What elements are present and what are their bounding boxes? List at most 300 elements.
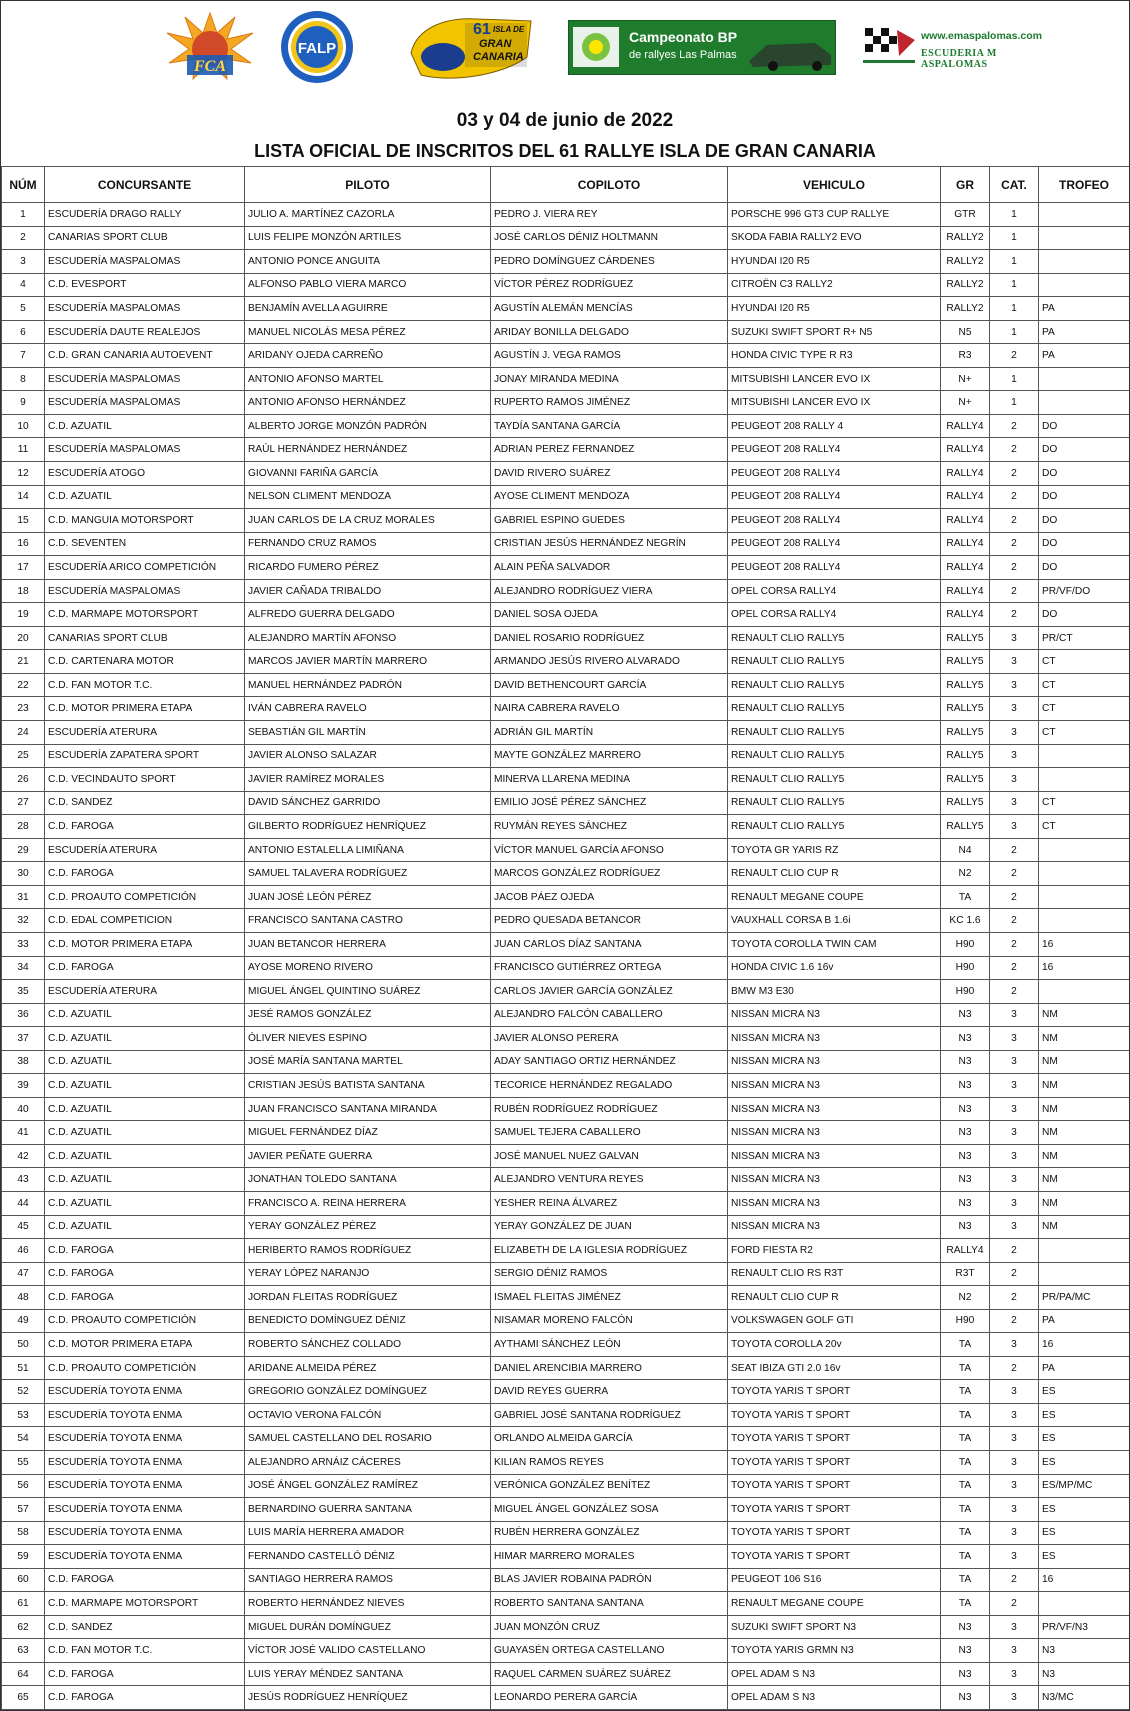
cell-gr: RALLY5 <box>941 815 990 839</box>
cell-vehiculo: TOYOTA YARIS T SPORT <box>728 1474 941 1498</box>
table-row <box>2 1215 1130 1239</box>
cell-concursante: C.D. PROAUTO COMPETICIÓN <box>45 1309 245 1333</box>
cell-trofeo: PR/VF/N3 <box>1039 1615 1130 1639</box>
cell-vehiculo: PEUGEOT 106 S16 <box>728 1568 941 1592</box>
table-row <box>2 744 1130 768</box>
cell-trofeo: ES <box>1039 1380 1130 1404</box>
cell-concursante: C.D. FAROGA <box>45 1568 245 1592</box>
cell-vehiculo: RENAULT CLIO RALLY5 <box>728 650 941 674</box>
cell-concursante: C.D. MARMAPE MOTORSPORT <box>45 603 245 627</box>
cell-copiloto: GABRIEL ESPINO GUEDES <box>491 509 728 533</box>
cell-copiloto: DAVID REYES GUERRA <box>491 1380 728 1404</box>
table-row <box>2 203 1130 227</box>
cell-cat: 2 <box>990 462 1039 486</box>
cell-copiloto: ISMAEL FLEITAS JIMÉNEZ <box>491 1286 728 1310</box>
cell-gr: RALLY4 <box>941 485 990 509</box>
cell-trofeo: N3 <box>1039 1639 1130 1663</box>
cell-piloto: DAVID SÁNCHEZ GARRIDO <box>245 791 491 815</box>
cell-trofeo: N3/MC <box>1039 1686 1130 1710</box>
cell-gr: N3 <box>941 1615 990 1639</box>
cell-cat: 1 <box>990 250 1039 274</box>
cell-gr: RALLY4 <box>941 532 990 556</box>
table-row <box>2 273 1130 297</box>
cell-piloto: ALEJANDRO MARTÍN AFONSO <box>245 626 491 650</box>
cell-trofeo <box>1039 250 1130 274</box>
cell-cat: 2 <box>990 556 1039 580</box>
cell-piloto: ANTONIO AFONSO HERNÁNDEZ <box>245 391 491 415</box>
cell-copiloto: JACOB PÁEZ OJEDA <box>491 885 728 909</box>
table-row <box>2 626 1130 650</box>
cell-trofeo: 16 <box>1039 932 1130 956</box>
cell-copiloto: MIGUEL ÁNGEL GONZÁLEZ SOSA <box>491 1498 728 1522</box>
cell-piloto: JAVIER CAÑADA TRIBALDO <box>245 579 491 603</box>
cell-concursante: ESCUDERÍA TOYOTA ENMA <box>45 1403 245 1427</box>
cell-copiloto: ARIDAY BONILLA DELGADO <box>491 320 728 344</box>
cell-num: 40 <box>2 1097 45 1121</box>
cell-num: 27 <box>2 791 45 815</box>
cell-num: 7 <box>2 344 45 368</box>
table-row <box>2 815 1130 839</box>
cell-concursante: C.D. AZUATIL <box>45 1027 245 1051</box>
cell-copiloto: BLAS JAVIER ROBAINA PADRÓN <box>491 1568 728 1592</box>
col-header-concursante: CONCURSANTE <box>45 167 245 203</box>
cell-vehiculo: CITROËN C3 RALLY2 <box>728 273 941 297</box>
cell-num: 21 <box>2 650 45 674</box>
cell-vehiculo: NISSAN MICRA N3 <box>728 1215 941 1239</box>
cell-piloto: BENEDICTO DOMÍNGUEZ DÉNIZ <box>245 1309 491 1333</box>
cell-gr: N3 <box>941 1662 990 1686</box>
cell-cat: 2 <box>990 1568 1039 1592</box>
cell-cat: 2 <box>990 603 1039 627</box>
cell-num: 23 <box>2 697 45 721</box>
cell-gr: KC 1.6 <box>941 909 990 933</box>
cell-num: 22 <box>2 673 45 697</box>
cell-gr: TA <box>941 1450 990 1474</box>
cell-copiloto: PEDRO DOMÍNGUEZ CÁRDENES <box>491 250 728 274</box>
cell-gr: N4 <box>941 838 990 862</box>
cell-cat: 3 <box>990 697 1039 721</box>
table-row <box>2 673 1130 697</box>
table-row <box>2 603 1130 627</box>
cell-num: 25 <box>2 744 45 768</box>
cell-trofeo: ES <box>1039 1427 1130 1451</box>
cell-cat: 3 <box>990 1615 1039 1639</box>
cell-num: 46 <box>2 1239 45 1263</box>
cell-piloto: FRANCISCO A. REINA HERRERA <box>245 1191 491 1215</box>
cell-copiloto: EMILIO JOSÉ PÉREZ SÁNCHEZ <box>491 791 728 815</box>
cell-trofeo <box>1039 203 1130 227</box>
cell-trofeo: NM <box>1039 1215 1130 1239</box>
cell-gr: TA <box>941 1403 990 1427</box>
cell-num: 36 <box>2 1003 45 1027</box>
cell-concursante: C.D. MANGUIA MOTORSPORT <box>45 509 245 533</box>
table-row <box>2 1121 1130 1145</box>
cell-piloto: ROBERTO SÁNCHEZ COLLADO <box>245 1333 491 1357</box>
cell-trofeo: NM <box>1039 1144 1130 1168</box>
cell-piloto: ALFREDO GUERRA DELGADO <box>245 603 491 627</box>
cell-gr: TA <box>941 1592 990 1616</box>
cell-cat: 1 <box>990 273 1039 297</box>
cell-num: 65 <box>2 1686 45 1710</box>
svg-text:FALP: FALP <box>297 40 337 57</box>
cell-concursante: C.D. FAROGA <box>45 815 245 839</box>
cell-concursante: C.D. AZUATIL <box>45 414 245 438</box>
cell-concursante: C.D. AZUATIL <box>45 485 245 509</box>
cell-concursante: ESCUDERÍA ATERURA <box>45 838 245 862</box>
table-row <box>2 862 1130 886</box>
table-row <box>2 438 1130 462</box>
cell-piloto: ANTONIO AFONSO MARTEL <box>245 367 491 391</box>
cell-vehiculo: OPEL CORSA RALLY4 <box>728 579 941 603</box>
cell-gr: RALLY4 <box>941 579 990 603</box>
cell-concursante: C.D. VECINDAUTO SPORT <box>45 768 245 792</box>
cell-concursante: ESCUDERÍA DRAGO RALLY <box>45 203 245 227</box>
cell-num: 39 <box>2 1074 45 1098</box>
cell-vehiculo: TOYOTA COROLLA 20v <box>728 1333 941 1357</box>
col-header-copiloto: COPILOTO <box>491 167 728 203</box>
rally-61-line2: GRAN <box>479 38 512 50</box>
col-header-cat: CAT. <box>990 167 1039 203</box>
cell-cat: 3 <box>990 1545 1039 1569</box>
cell-concursante: C.D. FAROGA <box>45 1262 245 1286</box>
cell-vehiculo: TOYOTA YARIS T SPORT <box>728 1450 941 1474</box>
cell-vehiculo: NISSAN MICRA N3 <box>728 1121 941 1145</box>
cell-trofeo: DO <box>1039 556 1130 580</box>
cell-trofeo: NM <box>1039 1027 1130 1051</box>
cell-vehiculo: TOYOTA YARIS T SPORT <box>728 1427 941 1451</box>
cell-copiloto: FRANCISCO GUTIÉRREZ ORTEGA <box>491 956 728 980</box>
cell-vehiculo: FORD FIESTA R2 <box>728 1239 941 1263</box>
cell-vehiculo: HONDA CIVIC 1.6 16v <box>728 956 941 980</box>
table-row <box>2 1545 1130 1569</box>
cell-cat: 2 <box>990 1239 1039 1263</box>
cell-num: 52 <box>2 1380 45 1404</box>
cell-num: 30 <box>2 862 45 886</box>
cell-cat: 2 <box>990 980 1039 1004</box>
cell-num: 8 <box>2 367 45 391</box>
cell-cat: 3 <box>990 815 1039 839</box>
cell-copiloto: RUBÉN HERRERA GONZÁLEZ <box>491 1521 728 1545</box>
cell-cat: 2 <box>990 885 1039 909</box>
cell-num: 60 <box>2 1568 45 1592</box>
cell-gr: RALLY5 <box>941 626 990 650</box>
cell-gr: RALLY2 <box>941 226 990 250</box>
cell-vehiculo: RENAULT CLIO RALLY5 <box>728 673 941 697</box>
cell-piloto: VÍCTOR JOSÉ VALIDO CASTELLANO <box>245 1639 491 1663</box>
cell-concursante: ESCUDERÍA TOYOTA ENMA <box>45 1521 245 1545</box>
col-header-vehiculo: VEHICULO <box>728 167 941 203</box>
cell-cat: 3 <box>990 721 1039 745</box>
cell-trofeo: PR/PA/MC <box>1039 1286 1130 1310</box>
cell-copiloto: KILIAN RAMOS REYES <box>491 1450 728 1474</box>
cell-piloto: LUIS MARÍA HERRERA AMADOR <box>245 1521 491 1545</box>
cell-vehiculo: RENAULT MEGANE COUPE <box>728 1592 941 1616</box>
cell-concursante: C.D. CARTENARA MOTOR <box>45 650 245 674</box>
table-row <box>2 1686 1130 1710</box>
table-row <box>2 697 1130 721</box>
cell-num: 32 <box>2 909 45 933</box>
cell-num: 31 <box>2 885 45 909</box>
cell-cat: 2 <box>990 862 1039 886</box>
cell-piloto: SAMUEL TALAVERA RODRÍGUEZ <box>245 862 491 886</box>
cell-trofeo: CT <box>1039 650 1130 674</box>
cell-copiloto: RUPERTO RAMOS JIMÉNEZ <box>491 391 728 415</box>
cell-trofeo: PA <box>1039 297 1130 321</box>
cell-gr: N3 <box>941 1686 990 1710</box>
cell-trofeo <box>1039 768 1130 792</box>
cell-piloto: SANTIAGO HERRERA RAMOS <box>245 1568 491 1592</box>
cell-gr: N2 <box>941 1286 990 1310</box>
table-row <box>2 1521 1130 1545</box>
table-row <box>2 1450 1130 1474</box>
cell-piloto: ROBERTO HERNÁNDEZ NIEVES <box>245 1592 491 1616</box>
cell-concursante: C.D. AZUATIL <box>45 1121 245 1145</box>
cell-concursante: C.D. MOTOR PRIMERA ETAPA <box>45 1333 245 1357</box>
cell-gr: N3 <box>941 1121 990 1145</box>
cell-piloto: JAVIER PEÑATE GUERRA <box>245 1144 491 1168</box>
cell-gr: RALLY5 <box>941 673 990 697</box>
cell-vehiculo: RENAULT CLIO RALLY5 <box>728 744 941 768</box>
cell-vehiculo: RENAULT CLIO RALLY5 <box>728 791 941 815</box>
cell-vehiculo: PORSCHE 996 GT3 CUP RALLYE <box>728 203 941 227</box>
cell-vehiculo: OPEL ADAM S N3 <box>728 1686 941 1710</box>
cell-cat: 3 <box>990 1215 1039 1239</box>
cell-cat: 2 <box>990 344 1039 368</box>
cell-piloto: JUAN CARLOS DE LA CRUZ MORALES <box>245 509 491 533</box>
cell-gr: TA <box>941 1498 990 1522</box>
cell-copiloto: SERGIO DÉNIZ RAMOS <box>491 1262 728 1286</box>
col-header-gr: GR <box>941 167 990 203</box>
cell-vehiculo: VOLKSWAGEN GOLF GTI <box>728 1309 941 1333</box>
table-row <box>2 1239 1130 1263</box>
cell-num: 49 <box>2 1309 45 1333</box>
table-row <box>2 980 1130 1004</box>
cell-gr: RALLY4 <box>941 556 990 580</box>
cell-gr: TA <box>941 1521 990 1545</box>
cell-copiloto: JOSÉ MANUEL NUEZ GALVAN <box>491 1144 728 1168</box>
cell-cat: 2 <box>990 438 1039 462</box>
cell-gr: GTR <box>941 203 990 227</box>
cell-concursante: C.D. FAN MOTOR T.C. <box>45 673 245 697</box>
cell-trofeo: NM <box>1039 1121 1130 1145</box>
cell-piloto: GILBERTO RODRÍGUEZ HENRÍQUEZ <box>245 815 491 839</box>
cell-concursante: C.D. FAROGA <box>45 1239 245 1263</box>
table-row <box>2 556 1130 580</box>
cell-gr: RALLY2 <box>941 273 990 297</box>
cell-cat: 3 <box>990 1686 1039 1710</box>
table-row <box>2 909 1130 933</box>
cell-vehiculo: OPEL ADAM S N3 <box>728 1662 941 1686</box>
cell-num: 26 <box>2 768 45 792</box>
table-row <box>2 1097 1130 1121</box>
cell-cat: 3 <box>990 744 1039 768</box>
cell-cat: 3 <box>990 1333 1039 1357</box>
cell-copiloto: LEONARDO PERERA GARCÍA <box>491 1686 728 1710</box>
cell-cat: 3 <box>990 1144 1039 1168</box>
escuderia-name: ESCUDERIA M ASPALOMAS <box>921 48 997 70</box>
cell-gr: N3 <box>941 1144 990 1168</box>
cell-trofeo: ES <box>1039 1498 1130 1522</box>
cell-trofeo: PA <box>1039 320 1130 344</box>
cell-gr: H90 <box>941 956 990 980</box>
cell-vehiculo: RENAULT CLIO RALLY5 <box>728 626 941 650</box>
cell-num: 3 <box>2 250 45 274</box>
cell-num: 42 <box>2 1144 45 1168</box>
cell-vehiculo: OPEL CORSA RALLY4 <box>728 603 941 627</box>
cell-copiloto: AGUSTÍN J. VEGA RAMOS <box>491 344 728 368</box>
cell-piloto: JAVIER RAMÍREZ MORALES <box>245 768 491 792</box>
cell-num: 11 <box>2 438 45 462</box>
cell-copiloto: TECORICE HERNÁNDEZ REGALADO <box>491 1074 728 1098</box>
bp-subtitle: de rallyes Las Palmas <box>629 49 737 61</box>
escuderia-url: www.emaspalomas.com <box>921 30 1042 42</box>
cell-concursante: C.D. PROAUTO COMPETICIÓN <box>45 1356 245 1380</box>
cell-concursante: ESCUDERÍA MASPALOMAS <box>45 438 245 462</box>
cell-piloto: ANTONIO PONCE ANGUITA <box>245 250 491 274</box>
falp-logo <box>275 9 359 85</box>
cell-trofeo: ES <box>1039 1403 1130 1427</box>
cell-trofeo: PR/CT <box>1039 626 1130 650</box>
cell-num: 9 <box>2 391 45 415</box>
cell-copiloto: PEDRO QUESADA BETANCOR <box>491 909 728 933</box>
table-row <box>2 1356 1130 1380</box>
cell-copiloto: ELIZABETH DE LA IGLESIA RODRÍGUEZ <box>491 1239 728 1263</box>
cell-concursante: C.D. AZUATIL <box>45 1144 245 1168</box>
cell-piloto: RICARDO FUMERO PÉREZ <box>245 556 491 580</box>
cell-vehiculo: RENAULT CLIO RALLY5 <box>728 697 941 721</box>
fca-logo <box>165 11 255 81</box>
cell-trofeo <box>1039 885 1130 909</box>
cell-concursante: C.D. PROAUTO COMPETICIÓN <box>45 885 245 909</box>
cell-num: 57 <box>2 1498 45 1522</box>
table-row <box>2 226 1130 250</box>
table-row <box>2 1003 1130 1027</box>
cell-num: 61 <box>2 1592 45 1616</box>
cell-concursante: C.D. SANDEZ <box>45 791 245 815</box>
cell-cat: 2 <box>990 1262 1039 1286</box>
table-row <box>2 485 1130 509</box>
cell-vehiculo: BMW M3 E30 <box>728 980 941 1004</box>
cell-piloto: JORDAN FLEITAS RODRÍGUEZ <box>245 1286 491 1310</box>
cell-trofeo: ES <box>1039 1521 1130 1545</box>
cell-piloto: AYOSE MORENO RIVERO <box>245 956 491 980</box>
cell-copiloto: ADRIÁN GIL MARTÍN <box>491 721 728 745</box>
cell-trofeo: NM <box>1039 1097 1130 1121</box>
cell-trofeo: CT <box>1039 721 1130 745</box>
cell-cat: 2 <box>990 838 1039 862</box>
cell-copiloto: MARCOS GONZÁLEZ RODRÍGUEZ <box>491 862 728 886</box>
table-row <box>2 1403 1130 1427</box>
cell-piloto: MARCOS JAVIER MARTÍN MARRERO <box>245 650 491 674</box>
bp-title: Campeonato BP <box>629 29 738 45</box>
cell-gr: RALLY2 <box>941 250 990 274</box>
cell-copiloto: GUAYASÉN ORTEGA CASTELLANO <box>491 1639 728 1663</box>
cell-trofeo <box>1039 1262 1130 1286</box>
cell-copiloto: ARMANDO JESÚS RIVERO ALVARADO <box>491 650 728 674</box>
cell-trofeo: DO <box>1039 509 1130 533</box>
cell-copiloto: AYTHAMI SÁNCHEZ LEÓN <box>491 1333 728 1357</box>
cell-vehiculo: TOYOTA YARIS T SPORT <box>728 1498 941 1522</box>
cell-copiloto: ALEJANDRO VENTURA REYES <box>491 1168 728 1192</box>
cell-concursante: C.D. FAROGA <box>45 862 245 886</box>
cell-vehiculo: PEUGEOT 208 RALLY4 <box>728 532 941 556</box>
cell-piloto: ANTONIO ESTALELLA LIMIÑANA <box>245 838 491 862</box>
cell-vehiculo: PEUGEOT 208 RALLY4 <box>728 556 941 580</box>
cell-vehiculo: TOYOTA YARIS T SPORT <box>728 1403 941 1427</box>
cell-cat: 3 <box>990 1450 1039 1474</box>
cell-copiloto: YESHER REINA ÁLVAREZ <box>491 1191 728 1215</box>
cell-copiloto: MINERVA LLARENA MEDINA <box>491 768 728 792</box>
cell-cat: 3 <box>990 1474 1039 1498</box>
cell-gr: N+ <box>941 391 990 415</box>
table-body <box>2 203 1130 1710</box>
cell-trofeo <box>1039 391 1130 415</box>
cell-trofeo <box>1039 744 1130 768</box>
cell-cat: 3 <box>990 1003 1039 1027</box>
cell-copiloto: JOSÉ CARLOS DÉNIZ HOLTMANN <box>491 226 728 250</box>
cell-num: 15 <box>2 509 45 533</box>
cell-copiloto: RUBÉN RODRÍGUEZ RODRÍGUEZ <box>491 1097 728 1121</box>
cell-piloto: JONATHAN TOLEDO SANTANA <box>245 1168 491 1192</box>
cell-cat: 1 <box>990 203 1039 227</box>
cell-piloto: JOSÉ MARÍA SANTANA MARTEL <box>245 1050 491 1074</box>
cell-num: 19 <box>2 603 45 627</box>
cell-concursante: C.D. MARMAPE MOTORSPORT <box>45 1592 245 1616</box>
cell-concursante: C.D. AZUATIL <box>45 1050 245 1074</box>
cell-gr: R3 <box>941 344 990 368</box>
cell-concursante: ESCUDERÍA TOYOTA ENMA <box>45 1474 245 1498</box>
cell-cat: 2 <box>990 414 1039 438</box>
sponsor-logos-bar <box>1 1 1129 96</box>
cell-vehiculo: NISSAN MICRA N3 <box>728 1050 941 1074</box>
cell-num: 47 <box>2 1262 45 1286</box>
cell-piloto: SAMUEL CASTELLANO DEL ROSARIO <box>245 1427 491 1451</box>
cell-num: 20 <box>2 626 45 650</box>
cell-piloto: FERNANDO CRUZ RAMOS <box>245 532 491 556</box>
cell-copiloto: ALEJANDRO RODRÍGUEZ VIERA <box>491 579 728 603</box>
cell-vehiculo: NISSAN MICRA N3 <box>728 1003 941 1027</box>
cell-num: 41 <box>2 1121 45 1145</box>
cell-piloto: OCTAVIO VERONA FALCÓN <box>245 1403 491 1427</box>
cell-trofeo: CT <box>1039 697 1130 721</box>
cell-vehiculo: NISSAN MICRA N3 <box>728 1168 941 1192</box>
cell-num: 14 <box>2 485 45 509</box>
cell-concursante: ESCUDERÍA ATERURA <box>45 721 245 745</box>
cell-piloto: YERAY LÓPEZ NARANJO <box>245 1262 491 1286</box>
cell-trofeo <box>1039 273 1130 297</box>
cell-concursante: C.D. GRAN CANARIA AUTOEVENT <box>45 344 245 368</box>
cell-vehiculo: MITSUBISHI LANCER EVO IX <box>728 367 941 391</box>
cell-vehiculo: RENAULT CLIO RALLY5 <box>728 768 941 792</box>
cell-trofeo: ES <box>1039 1545 1130 1569</box>
cell-num: 35 <box>2 980 45 1004</box>
cell-copiloto: VÍCTOR MANUEL GARCÍA AFONSO <box>491 838 728 862</box>
cell-vehiculo: HYUNDAI I20 R5 <box>728 297 941 321</box>
cell-piloto: NELSON CLIMENT MENDOZA <box>245 485 491 509</box>
cell-cat: 2 <box>990 956 1039 980</box>
cell-concursante: ESCUDERÍA MASPALOMAS <box>45 250 245 274</box>
cell-piloto: BENJAMÍN AVELLA AGUIRRE <box>245 297 491 321</box>
cell-copiloto: TAYDÍA SANTANA GARCÍA <box>491 414 728 438</box>
cell-trofeo: CT <box>1039 791 1130 815</box>
cell-cat: 3 <box>990 1027 1039 1051</box>
cell-gr: RALLY4 <box>941 414 990 438</box>
cell-copiloto: ADRIAN PEREZ FERNANDEZ <box>491 438 728 462</box>
cell-cat: 2 <box>990 1286 1039 1310</box>
cell-copiloto: DANIEL SOSA OJEDA <box>491 603 728 627</box>
cell-num: 5 <box>2 297 45 321</box>
cell-piloto: ARIDANE ALMEIDA PÉREZ <box>245 1356 491 1380</box>
